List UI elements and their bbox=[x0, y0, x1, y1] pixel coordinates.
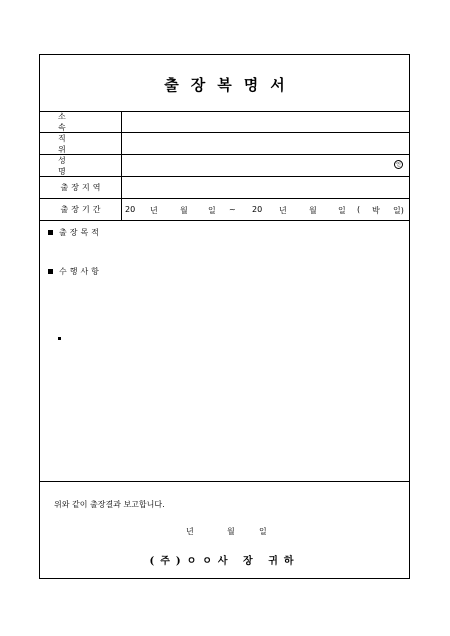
square-bullet-icon bbox=[48, 230, 53, 235]
period-nights: 박 bbox=[372, 206, 380, 215]
recipient: (주)ㅇㅇ사 장 귀하 bbox=[149, 556, 300, 567]
period-start-year: 20 bbox=[125, 205, 136, 214]
label-period: 출장기간 bbox=[40, 199, 122, 220]
report-statement: 위와 같이 출장결과 보고합니다. bbox=[54, 500, 165, 509]
seal-icon: 인 bbox=[394, 160, 403, 169]
period-tilde: ~ bbox=[229, 205, 236, 214]
section-tasks bbox=[48, 266, 102, 277]
small-bullet-icon bbox=[58, 337, 61, 340]
field-name[interactable] bbox=[122, 155, 409, 176]
period-year-2: 년 bbox=[279, 206, 287, 215]
field-period[interactable] bbox=[122, 199, 409, 220]
label-position: 직 위 bbox=[40, 133, 122, 154]
row-position bbox=[40, 133, 409, 155]
label-region: 출장지역 bbox=[40, 177, 122, 198]
row-affiliation bbox=[40, 111, 409, 133]
section-tasks-label: 수행사항 bbox=[59, 267, 102, 276]
period-day-2: 일 bbox=[338, 206, 346, 215]
period-month-2: 월 bbox=[309, 206, 317, 215]
date-day: 일 bbox=[259, 527, 267, 536]
period-days-close: 일) bbox=[393, 206, 404, 215]
period-year-1: 년 bbox=[150, 206, 158, 215]
section-purpose-label: 출장목적 bbox=[59, 228, 102, 237]
title-area bbox=[40, 55, 409, 112]
period-month-1: 월 bbox=[180, 206, 188, 215]
date-month: 월 bbox=[227, 527, 235, 536]
section-purpose bbox=[48, 227, 102, 238]
row-name bbox=[40, 155, 409, 177]
row-period bbox=[40, 199, 409, 221]
form-title: 출장복명서 bbox=[164, 76, 297, 94]
period-paren-open: ( bbox=[357, 205, 361, 214]
label-affiliation: 소 속 bbox=[40, 111, 122, 132]
row-region bbox=[40, 177, 409, 199]
business-trip-report-form bbox=[39, 54, 410, 579]
signature-area bbox=[40, 481, 409, 578]
period-end-year: 20 bbox=[252, 205, 263, 214]
field-affiliation[interactable] bbox=[122, 111, 409, 132]
field-region[interactable] bbox=[122, 177, 409, 198]
label-name: 성 명 bbox=[40, 155, 122, 176]
field-position[interactable] bbox=[122, 133, 409, 154]
period-day-1: 일 bbox=[208, 206, 216, 215]
square-bullet-icon bbox=[48, 269, 53, 274]
date-year: 년 bbox=[186, 527, 194, 536]
